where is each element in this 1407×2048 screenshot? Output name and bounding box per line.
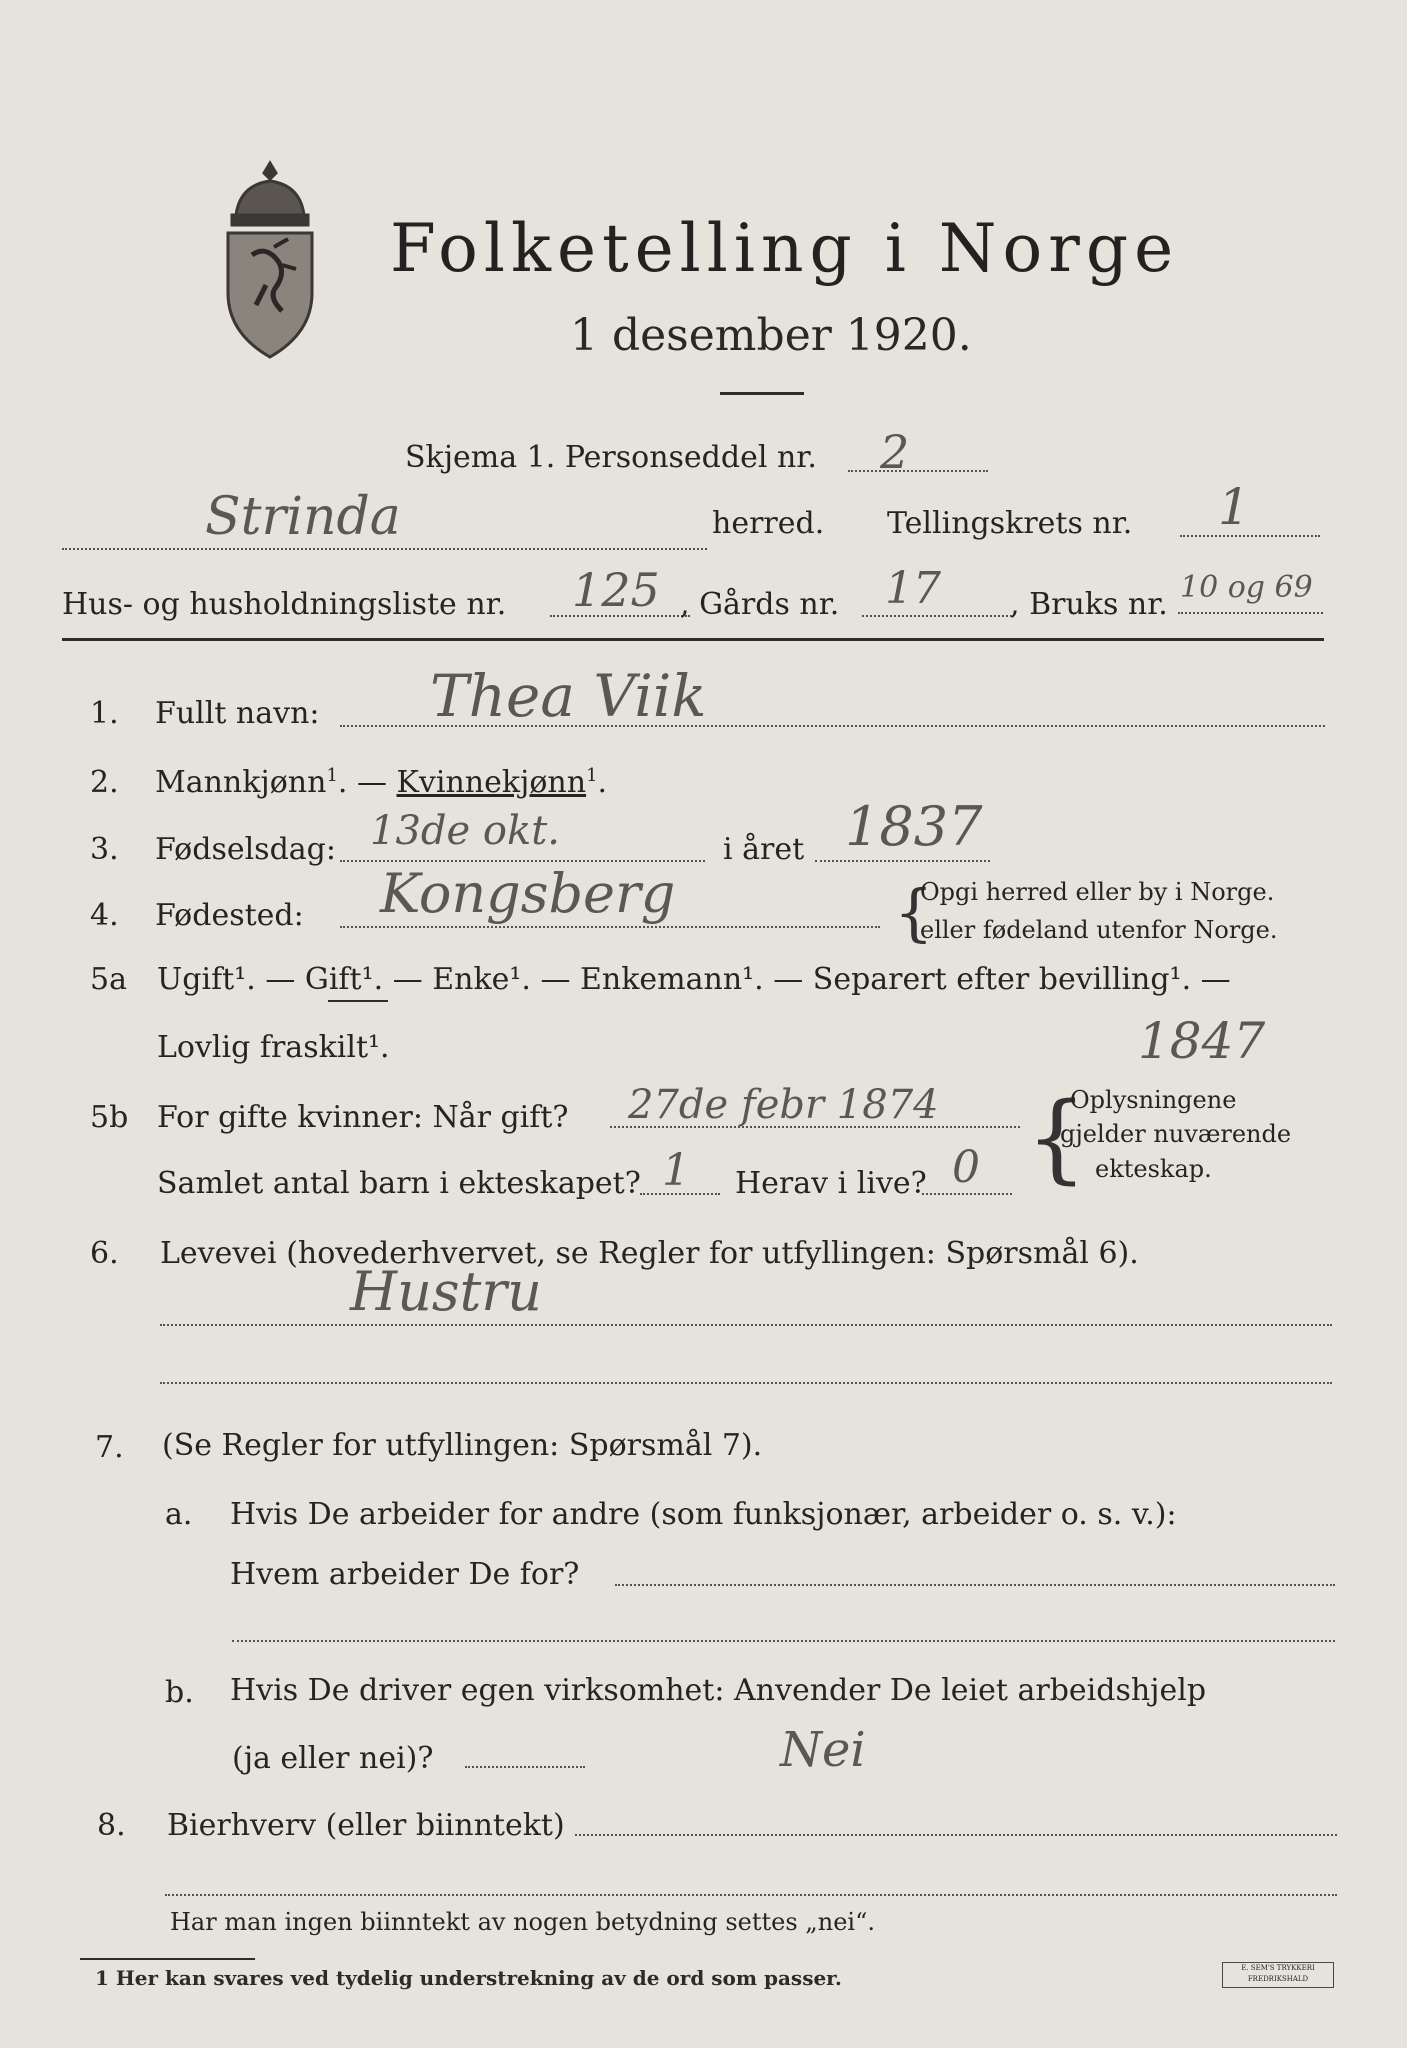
q5b-note-line2: gjelder nuværende <box>1060 1120 1292 1148</box>
q7b-number: b. <box>165 1675 194 1710</box>
header-rule <box>62 638 1324 641</box>
q3-label: Fødselsdag: <box>155 832 336 867</box>
q5b-married-date-value: 27de febr 1874 <box>628 1082 939 1128</box>
q6-label: Levevei (hovederhvervet, se Regler for utfyllingen: Spørsmål 6). <box>160 1236 1139 1271</box>
schema-label: Skjema 1. Personseddel nr. <box>405 440 817 475</box>
gards-nr-value: 17 <box>885 563 941 614</box>
q7b-line1: Hvis De driver egen virksomhet: Anvender De leiet arbeidshjelp <box>230 1673 1207 1708</box>
q5a-marital-line2: Lovlig fraskilt¹. <box>157 1030 390 1065</box>
q8-number: 8. <box>97 1808 126 1843</box>
q3-year-label: i året <box>723 832 805 867</box>
q4-label: Fødested: <box>155 898 304 933</box>
husliste-nr-value: 125 <box>572 563 660 617</box>
footnote-divider <box>80 1958 255 1960</box>
bruks-label: , Bruks nr. <box>1010 587 1168 622</box>
q5b-children-label: Samlet antal barn i ekteskapet? <box>157 1166 641 1201</box>
q7a-number: a. <box>165 1497 193 1532</box>
q5b-alive-label: Herav i live? <box>735 1166 927 1201</box>
q4-number: 4. <box>90 898 119 933</box>
q6-number: 6. <box>90 1236 119 1271</box>
q4-birthplace-value: Kongsberg <box>380 862 676 925</box>
q6-occupation-value: Hustru <box>350 1260 542 1323</box>
q2-line: Mannkjønn$^1$. — Kvinnekjønn$^1$. <box>155 765 608 800</box>
q5b-year-correction: 1847 <box>1138 1012 1266 1070</box>
q5b-number: 5b <box>90 1100 129 1135</box>
q4-note-line1: Opgi herred eller by i Norge. <box>920 878 1275 906</box>
q5a-number: 5a <box>90 962 127 997</box>
q5b-brace: { <box>1026 1082 1088 1194</box>
q3-number: 3. <box>90 832 119 867</box>
q4-note-line2: eller fødeland utenfor Norge. <box>920 916 1278 944</box>
q5b-note-line3: ekteskap. <box>1095 1155 1212 1183</box>
q4-brace: { <box>894 876 934 949</box>
q3-year-value: 1837 <box>845 795 983 858</box>
q5b-label: For gifte kvinner: Når gift? <box>157 1100 569 1135</box>
coat-of-arms-emblem <box>212 155 328 365</box>
title-divider <box>720 392 804 395</box>
q1-label: Fullt navn: <box>155 696 320 731</box>
q2-number: 2. <box>90 765 119 800</box>
q2-male-option: Mannkjønn <box>155 765 327 800</box>
q5a-gift-underline <box>328 1000 388 1002</box>
herred-value: Strinda <box>205 487 401 547</box>
q7b-answer-value: Nei <box>780 1722 866 1778</box>
printer-stamp: E. SEM'S TRYKKERI FREDRIKSHALD <box>1222 1962 1334 1988</box>
husliste-label: Hus- og husholdningsliste nr. <box>62 587 507 622</box>
herred-label: herred. <box>712 506 825 541</box>
tellingskrets-label: Tellingskrets nr. <box>887 506 1133 541</box>
form-title: Folketelling i Norge <box>390 210 1180 287</box>
q5a-marital-line1: Ugift¹. — Gift¹. — Enke¹. — Enkemann¹. — Separert efter bevilling¹. — <box>157 962 1231 997</box>
q7a-line1: Hvis De arbeider for andre (som funksjonær, arbeider o. s. v.): <box>230 1497 1177 1532</box>
q5b-children-value: 1 <box>662 1145 690 1196</box>
q1-full-name-value: Thea Viik <box>430 662 707 730</box>
q5b-alive-value: 0 <box>952 1142 980 1193</box>
q7-label: (Se Regler for utfyllingen: Spørsmål 7). <box>162 1428 763 1463</box>
q5b-note-line1: Oplysningene <box>1070 1086 1237 1114</box>
q7a-line2: Hvem arbeider De for? <box>230 1557 580 1592</box>
q7-number: 7. <box>95 1430 124 1465</box>
biinntekt-note: Har man ingen biinntekt av nogen betydning settes „nei“. <box>170 1908 875 1936</box>
gards-label: , Gårds nr. <box>680 587 840 622</box>
tellingskrets-nr-value: 1 <box>1218 478 1250 536</box>
q3-birthday-value: 13de okt. <box>370 808 560 854</box>
q7b-line2: (ja eller nei)? <box>232 1741 434 1776</box>
q1-number: 1. <box>90 696 119 731</box>
personseddel-nr-value: 2 <box>880 425 910 479</box>
q8-label: Bierhverv (eller biinntekt) <box>167 1808 565 1843</box>
bruks-nr-value: 10 og 69 <box>1180 570 1313 605</box>
q2-female-option: Kvinnekjønn <box>396 765 587 800</box>
form-date: 1 desember 1920. <box>570 310 972 361</box>
footnote: 1 Her kan svares ved tydelig understrekning av de ord som passer. <box>95 1966 842 1990</box>
